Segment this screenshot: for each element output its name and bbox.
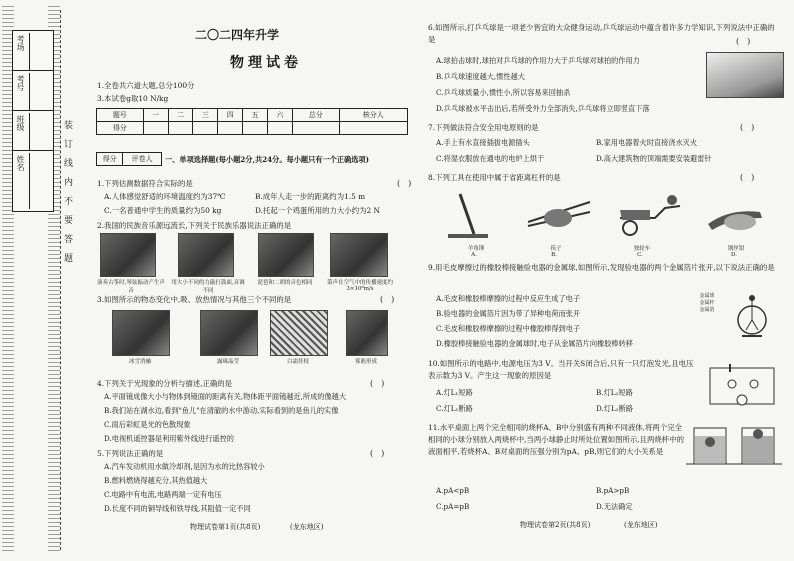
region-right: (龙东地区) xyxy=(624,521,658,529)
q8-letter-b[interactable]: B. xyxy=(551,252,557,258)
q7-option-b[interactable]: B.家用电器着火时直接浇水灭火 xyxy=(596,138,698,147)
answer-bracket: ( ) xyxy=(736,37,751,46)
field-exam-number: 考号 xyxy=(12,70,54,132)
answer-bracket: ( ) xyxy=(397,179,412,188)
table-cell: 六 xyxy=(268,109,293,122)
label-metal-rod: 金属杆 xyxy=(699,300,715,306)
q11-option-b[interactable]: B.pA>pB xyxy=(596,486,630,495)
question-4: 4.下列关于光现象的分析与描述,正确的是 xyxy=(97,379,233,388)
circuit-figure xyxy=(702,356,782,412)
name-input[interactable] xyxy=(29,153,50,209)
q3-caption-a: 冰雪消融 xyxy=(128,359,151,365)
q7-option-d[interactable]: D.高大建筑物的顶端需要安装避雷针 xyxy=(596,154,712,163)
question-10: 10.如图所示的电路中,电源电压为3 V。当开关S闭合后,只有一只灯泡发光,且电压表示数为3 V。产生这一现象的原因是 xyxy=(428,359,694,380)
q6-option-a[interactable]: A.球拍击球时,球拍对乒乓球的作用力大于乒乓球对球拍的作用力 xyxy=(436,56,640,65)
table-cell[interactable] xyxy=(143,122,168,135)
table-cell[interactable] xyxy=(168,122,193,135)
beakers-figure xyxy=(686,420,782,470)
question-7: 7.下列做法符合安全用电原则的是 xyxy=(428,123,539,132)
q6-option-b[interactable]: B.乒乓球速度越大,惯性越大 xyxy=(436,72,525,81)
question-9: 9.用毛皮摩擦过的橡胶棒接触验电器的金属球,如图所示,发现验电器的两个金属箔片张开,以下说法正确的是 xyxy=(428,263,775,272)
q4-option-d[interactable]: D.电视机遥控器是利用紫外线进行遥控的 xyxy=(104,434,234,443)
q7-option-c[interactable]: C.将湿衣服放在通电的电炉上烘干 xyxy=(436,154,545,163)
table-cell: 核分人 xyxy=(339,109,407,122)
q9-option-c[interactable]: C.毛皮和橡胶棒摩擦的过程中橡胶棒得到电子 xyxy=(436,324,581,333)
grader-table xyxy=(96,152,162,166)
pipa-image xyxy=(258,233,314,277)
table-cell: 得分 xyxy=(97,122,144,135)
q5-option-c[interactable]: C.电路中有电流,电路两端一定有电压 xyxy=(104,490,222,499)
frost-image xyxy=(270,310,328,356)
q10-option-b[interactable]: B.灯L₂短路 xyxy=(596,388,633,397)
q6-option-d[interactable]: D.乒乓球被水平击出后,若所受外力全部消失,乒乓球将立即竖直下落 xyxy=(436,104,650,113)
label-metal-foil: 金属箔 xyxy=(699,307,715,313)
field-name: 姓名 xyxy=(12,150,54,212)
q8-letter-d[interactable]: D. xyxy=(731,252,737,258)
q3-caption-d: 雾凇形成 xyxy=(354,359,377,365)
table-cell: 总分 xyxy=(292,109,339,122)
q5-option-b[interactable]: B.燃料燃烧得越充分,其热值越大 xyxy=(104,476,208,485)
binding-instruction: 装订线内不要答题 xyxy=(62,120,72,272)
claw-hammer-icon xyxy=(448,194,488,238)
q9-option-d[interactable]: D.橡胶棒接触验电器的金属球时,电子从金属箔片向橡胶棒转移 xyxy=(436,339,633,348)
table-cell[interactable] xyxy=(218,122,243,135)
q7-option-a[interactable]: A.手上有水直接插拔电源插头 xyxy=(436,138,530,147)
binding-strip xyxy=(0,0,96,561)
field-class: 班级 xyxy=(12,110,54,172)
guzheng-image xyxy=(100,233,156,277)
note-1: 1.全卷共六道大题,总分100分 xyxy=(97,81,195,90)
q6-option-c[interactable]: C.乒乓球质量小,惯性小,所以容易来回抽杀 xyxy=(436,88,571,97)
rime-image xyxy=(346,310,388,356)
table-cell[interactable] xyxy=(193,122,218,135)
table-cell[interactable] xyxy=(292,122,339,135)
table-tennis-image xyxy=(706,52,784,98)
region-left: (龙东地区) xyxy=(290,523,324,531)
q10-option-d[interactable]: D.灯L₂断路 xyxy=(596,404,634,413)
drum-image xyxy=(178,233,234,277)
q1-option-c[interactable]: C.一名普通中学生的质量约为50 kg xyxy=(104,206,222,215)
question-8: 8.下列工具在使用中属于省距离杠杆的是 xyxy=(428,173,561,182)
q4-option-a[interactable]: A.平面镜成像大小与物体到镜面的距离有关,物体距平面镜越近,所成的像越大 xyxy=(104,392,347,401)
ice-melting-image xyxy=(112,310,170,356)
binding-line xyxy=(60,10,61,550)
table-cell[interactable] xyxy=(243,122,268,135)
q2-caption-b: 用大小不同的力敲打鼓面,音调不同 xyxy=(171,280,245,294)
answer-bracket: ( ) xyxy=(740,173,755,182)
wheelbarrow-icon xyxy=(620,195,680,235)
table-cell: 五 xyxy=(243,109,268,122)
chopsticks-icon xyxy=(528,202,590,227)
question-6: 6.如图所示,打乒乓球是一项老少皆宜的大众健身运动,乒乓球运动中蕴含着许多力学知识,下列说法中正确的是 xyxy=(428,23,775,44)
page-footer-left: 物理试卷第1页(共8页) xyxy=(190,523,261,531)
table-cell: 题号 xyxy=(97,109,144,122)
question-3: 3.如图所示的物态变化中,吸、放热情况与其他三个不同的是 xyxy=(97,295,292,304)
q11-option-a[interactable]: A.pA<pB xyxy=(436,486,470,495)
table-cell[interactable] xyxy=(339,122,407,135)
q4-option-b[interactable]: B.我们站在湖水边,看到"鱼儿"在清澈的水中游动,实际看到的是鱼儿的实像 xyxy=(104,406,339,415)
q11-option-c[interactable]: C.pA=pB xyxy=(436,502,470,511)
q8-caption-b: 筷子 xyxy=(550,246,562,252)
q10-option-a[interactable]: A.灯L₁短路 xyxy=(436,388,473,397)
q8-letter-c[interactable]: C. xyxy=(637,252,643,258)
table-cell[interactable] xyxy=(268,122,293,135)
label-metal-ball: 金属球 xyxy=(699,293,715,299)
table-cell: 一 xyxy=(143,109,168,122)
field-exam-room: 考场 xyxy=(12,30,54,84)
q8-caption-a: 羊角锤 xyxy=(467,246,485,252)
answer-bracket: ( ) xyxy=(370,379,385,388)
q8-caption-d: 钢丝钳 xyxy=(727,246,745,252)
q1-option-b[interactable]: B.成年人走一步的距离约为1.5 m xyxy=(255,192,366,201)
question-5: 5.下列说法正确的是 xyxy=(97,449,164,458)
score-table-row xyxy=(97,109,408,122)
q4-option-c[interactable]: C.雨后彩虹是光的色散现象 xyxy=(104,420,191,429)
q2-caption-d: 箫声在空气中的传播速度约3×10⁸m/s xyxy=(326,280,393,292)
q11-option-d[interactable]: D.无法确定 xyxy=(596,502,633,511)
q2-caption-a: 演奏古筝时,琴弦振动产生声音 xyxy=(97,280,165,294)
note-2: 3.本试卷g取10 N/kg xyxy=(97,94,169,103)
section-1-title: 一、单项选择题(每小题2分,共24分。每小题只有一个正确选项) xyxy=(165,155,369,164)
table-cell: 二 xyxy=(168,109,193,122)
xiao-image xyxy=(330,233,388,277)
q3-caption-b: 露珠晶莹 xyxy=(216,359,239,365)
table-cell: 三 xyxy=(193,109,218,122)
q1-option-d[interactable]: D.托起一个鸡蛋所用的力大小约为2 N xyxy=(255,206,380,215)
levers-figure xyxy=(440,188,780,244)
answer-bracket: ( ) xyxy=(370,449,385,458)
exam-header: 二〇二四年升学 xyxy=(195,28,280,42)
dew-image xyxy=(200,310,258,356)
score-table-row xyxy=(97,122,408,135)
table-cell: 得分 xyxy=(97,153,123,166)
exam-subject: 物理试卷 xyxy=(230,55,302,71)
answer-bracket: ( ) xyxy=(380,295,395,304)
q8-letter-a[interactable]: A. xyxy=(471,252,477,258)
question-1: 1.下列估测数据符合实际的是 xyxy=(97,179,193,188)
q2-caption-c: 琵琶和二胡的音色相同 xyxy=(257,280,313,286)
q5-option-d[interactable]: D.长度不同的铜导线和铁导线,其阻值一定不同 xyxy=(104,504,251,513)
page-footer-right: 物理试卷第2页(共8页) xyxy=(520,521,591,529)
q8-caption-c: 独轮车 xyxy=(633,246,651,252)
q9-option-a[interactable]: A.毛皮和橡胶棒摩擦的过程中反应生成了电子 xyxy=(436,294,581,303)
question-2: 2.我国的民族音乐源远流长,下列关于民族乐器说法正确的是 xyxy=(97,221,292,230)
q5-option-a[interactable]: A.汽车发动机用水做冷却剂,是因为水的比热容较小 xyxy=(104,462,265,471)
q9-option-b[interactable]: B.验电器的金属箔片因为带了异种电荷而张开 xyxy=(436,309,581,318)
pliers-icon xyxy=(708,211,762,230)
q1-option-a[interactable]: A.人体感觉舒适的环境温度约为37℃ xyxy=(104,192,226,201)
question-11: 11.水平桌面上两个完全相同的烧杯A、B中分别盛有两种不同液体,将两个完全相同的小球分别放入两烧杯中,当两小球静止时所处位置如图所示,且两烧杯中的液面相平,若烧杯A、B对桌面的压强分别为pA、pB,则它们的大小关系是 xyxy=(428,423,684,456)
table-cell: 评卷人 xyxy=(123,153,162,166)
answer-bracket: ( ) xyxy=(740,123,755,132)
table-cell: 四 xyxy=(218,109,243,122)
score-table xyxy=(96,108,408,135)
q3-caption-c: 白霜挂枝 xyxy=(286,359,309,365)
q10-option-c[interactable]: C.灯L₁断路 xyxy=(436,404,473,413)
